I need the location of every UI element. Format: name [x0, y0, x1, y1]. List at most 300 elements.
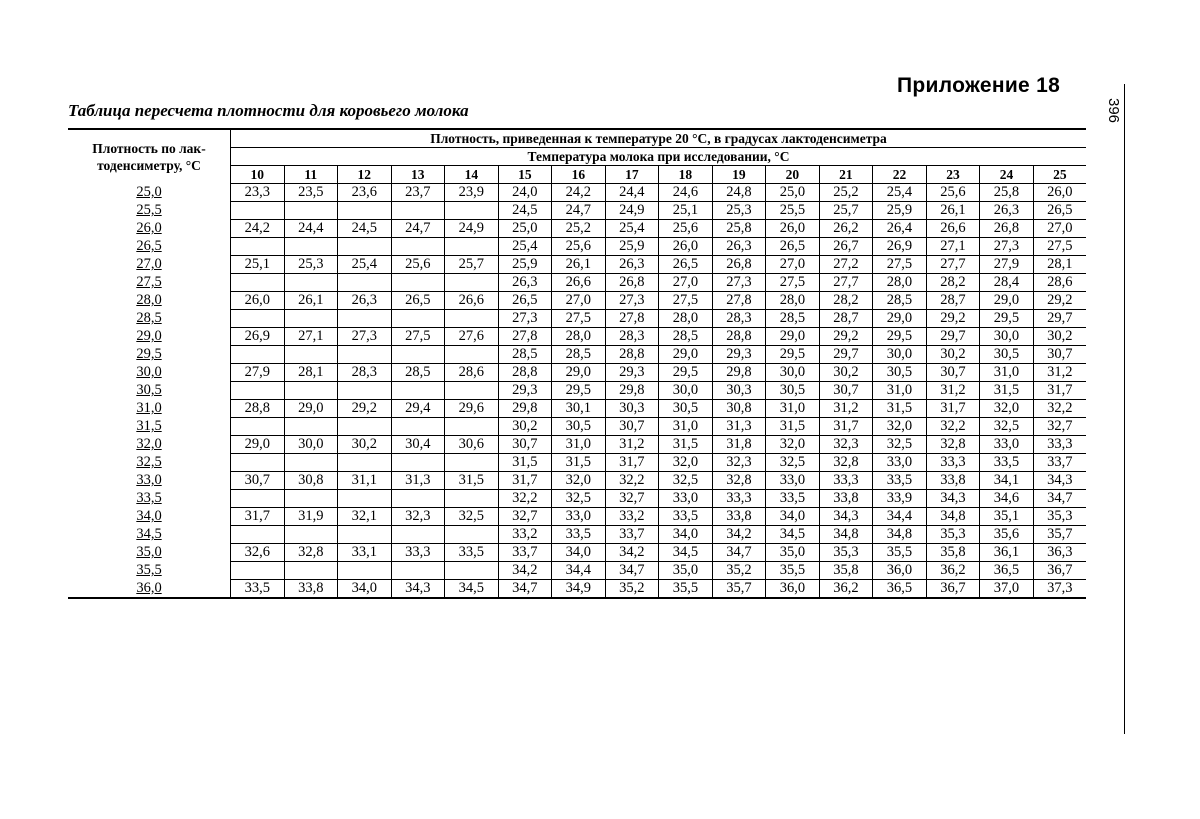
table-cell: 33,3 — [926, 454, 980, 472]
table-cell: 30,0 — [659, 382, 713, 400]
table-cell: 24,2 — [231, 220, 285, 238]
table-cell: 34,3 — [926, 490, 980, 508]
row-label-text: 30,0 — [136, 364, 162, 380]
table-cell: 26,5 — [659, 256, 713, 274]
table-row — [68, 382, 1086, 400]
table-cell: 33,5 — [659, 508, 713, 526]
table-cell — [445, 310, 499, 328]
table-cell: 24,9 — [605, 202, 659, 220]
table-cell: 36,5 — [873, 580, 927, 599]
table-cell: 32,0 — [552, 472, 606, 490]
table-row — [68, 436, 1086, 454]
table-cell — [391, 526, 445, 544]
table-cell: 30,2 — [819, 364, 873, 382]
row-label — [68, 310, 231, 328]
table-cell: 31,0 — [552, 436, 606, 454]
row-label-text: 34,0 — [136, 508, 162, 524]
table-cell — [445, 490, 499, 508]
table-cell: 30,2 — [338, 436, 392, 454]
table-cell — [284, 310, 338, 328]
row-label — [68, 274, 231, 292]
table-cell: 29,5 — [873, 328, 927, 346]
table-cell: 30,2 — [926, 346, 980, 364]
table-cell — [445, 562, 499, 580]
row-label-text: 28,5 — [136, 310, 162, 326]
table-cell: 29,7 — [926, 328, 980, 346]
row-label — [68, 508, 231, 526]
table-cell: 26,5 — [498, 292, 552, 310]
table-cell: 27,0 — [552, 292, 606, 310]
row-label — [68, 292, 231, 310]
table-cell: 32,7 — [498, 508, 552, 526]
table-cell — [284, 202, 338, 220]
table-cell: 27,1 — [926, 238, 980, 256]
temperature-header: 22 — [873, 166, 927, 184]
table-cell — [284, 562, 338, 580]
table-cell: 31,0 — [980, 364, 1034, 382]
table-row — [68, 346, 1086, 364]
table-row — [68, 184, 1086, 202]
table-cell: 33,8 — [819, 490, 873, 508]
table-cell: 30,5 — [873, 364, 927, 382]
table-cell: 24,5 — [498, 202, 552, 220]
table-row — [68, 292, 1086, 310]
table-cell: 36,3 — [1033, 544, 1086, 562]
table-cell — [391, 274, 445, 292]
table-cell: 29,3 — [605, 364, 659, 382]
table-cell — [445, 238, 499, 256]
table-cell: 27,3 — [338, 328, 392, 346]
temperature-header: 13 — [391, 166, 445, 184]
table-cell: 24,6 — [659, 184, 713, 202]
table-cell: 30,7 — [231, 472, 285, 490]
table-row — [68, 364, 1086, 382]
table-cell: 33,0 — [766, 472, 820, 490]
temperature-header: 19 — [712, 166, 766, 184]
table-cell — [338, 310, 392, 328]
table-cell: 31,5 — [873, 400, 927, 418]
table-cell: 34,4 — [552, 562, 606, 580]
table-cell: 31,7 — [819, 418, 873, 436]
table-cell: 25,6 — [552, 238, 606, 256]
table-cell — [445, 526, 499, 544]
temperature-header: 18 — [659, 166, 713, 184]
table-cell: 35,5 — [766, 562, 820, 580]
table-cell: 33,2 — [605, 508, 659, 526]
table-cell — [445, 382, 499, 400]
table-cell: 27,1 — [284, 328, 338, 346]
table-cell — [445, 454, 499, 472]
table-cell: 28,0 — [552, 328, 606, 346]
table-cell: 35,2 — [712, 562, 766, 580]
table-cell: 30,7 — [819, 382, 873, 400]
table-cell: 32,5 — [552, 490, 606, 508]
table-cell: 27,8 — [498, 328, 552, 346]
table-cell — [391, 454, 445, 472]
table-row — [68, 202, 1086, 220]
table-cell: 29,2 — [338, 400, 392, 418]
table-cell: 26,6 — [445, 292, 499, 310]
table-cell — [391, 310, 445, 328]
table-cell: 34,2 — [605, 544, 659, 562]
table-cell: 29,8 — [498, 400, 552, 418]
table-row — [68, 508, 1086, 526]
table-cell: 35,2 — [605, 580, 659, 599]
temperature-header: 25 — [1033, 166, 1086, 184]
row-label — [68, 238, 231, 256]
table-cell: 26,5 — [766, 238, 820, 256]
table-row — [68, 472, 1086, 490]
table-cell — [391, 346, 445, 364]
table-cell: 26,0 — [659, 238, 713, 256]
row-label — [68, 472, 231, 490]
table-cell: 33,3 — [819, 472, 873, 490]
table-row — [68, 220, 1086, 238]
table-cell: 32,8 — [819, 454, 873, 472]
table-cell: 28,0 — [766, 292, 820, 310]
row-label-text: 26,5 — [136, 238, 162, 254]
table-cell: 33,0 — [659, 490, 713, 508]
table-cell: 26,5 — [391, 292, 445, 310]
table-cell — [284, 418, 338, 436]
table-cell: 35,7 — [1033, 526, 1086, 544]
table-cell: 25,1 — [659, 202, 713, 220]
table-cell: 25,4 — [338, 256, 392, 274]
row-label-text: 35,5 — [136, 562, 162, 578]
table-cell: 23,3 — [231, 184, 285, 202]
table-cell: 29,3 — [498, 382, 552, 400]
temperature-header: 16 — [552, 166, 606, 184]
table-row — [68, 580, 1086, 599]
temperature-header: 12 — [338, 166, 392, 184]
table-cell: 23,5 — [284, 184, 338, 202]
temperature-header: 15 — [498, 166, 552, 184]
table-cell: 26,1 — [552, 256, 606, 274]
temperature-header: 14 — [445, 166, 499, 184]
table-cell: 26,9 — [873, 238, 927, 256]
table-cell — [284, 454, 338, 472]
table-cell: 29,2 — [819, 328, 873, 346]
table-cell — [445, 418, 499, 436]
row-label — [68, 526, 231, 544]
table-cell: 32,3 — [391, 508, 445, 526]
table-cell: 24,2 — [552, 184, 606, 202]
table-row — [68, 310, 1086, 328]
table-cell: 25,7 — [819, 202, 873, 220]
table-cell: 24,7 — [391, 220, 445, 238]
table-cell: 33,5 — [873, 472, 927, 490]
table-cell: 33,3 — [1033, 436, 1086, 454]
table-header — [68, 129, 1086, 184]
table-cell: 27,3 — [498, 310, 552, 328]
table-cell: 31,2 — [926, 382, 980, 400]
table-cell: 30,5 — [980, 346, 1034, 364]
table-cell: 26,1 — [284, 292, 338, 310]
table-cell: 31,7 — [498, 472, 552, 490]
row-label — [68, 328, 231, 346]
table-cell: 35,0 — [659, 562, 713, 580]
table-cell: 31,3 — [391, 472, 445, 490]
table-cell — [284, 490, 338, 508]
table-cell — [231, 418, 285, 436]
table-cell: 26,1 — [926, 202, 980, 220]
table-cell: 33,7 — [605, 526, 659, 544]
table-cell: 30,5 — [766, 382, 820, 400]
table-cell: 25,9 — [498, 256, 552, 274]
table-cell: 32,3 — [819, 436, 873, 454]
table-cell: 27,9 — [231, 364, 285, 382]
table-cell: 27,8 — [605, 310, 659, 328]
table-cell: 30,7 — [498, 436, 552, 454]
table-cell: 34,0 — [552, 544, 606, 562]
table-cell: 32,5 — [445, 508, 499, 526]
table-cell: 23,9 — [445, 184, 499, 202]
table-cell: 27,3 — [712, 274, 766, 292]
table-cell — [338, 238, 392, 256]
table-cell: 26,2 — [819, 220, 873, 238]
table-cell: 34,3 — [391, 580, 445, 599]
row-label — [68, 382, 231, 400]
table-cell: 33,5 — [445, 544, 499, 562]
table-cell: 30,7 — [1033, 346, 1086, 364]
row-label — [68, 202, 231, 220]
table-cell: 25,8 — [712, 220, 766, 238]
row-header: Плотность по лак-тоденсиметру, °С — [68, 129, 231, 184]
table-cell: 27,5 — [659, 292, 713, 310]
table-cell: 28,5 — [391, 364, 445, 382]
table-cell — [338, 418, 392, 436]
table-cell: 32,2 — [1033, 400, 1086, 418]
table-row — [68, 418, 1086, 436]
table-cell: 29,0 — [659, 346, 713, 364]
row-label — [68, 580, 231, 599]
table-cell: 35,7 — [712, 580, 766, 599]
table-cell: 32,5 — [980, 418, 1034, 436]
table-cell: 28,2 — [819, 292, 873, 310]
row-label — [68, 346, 231, 364]
table-cell: 23,6 — [338, 184, 392, 202]
table-cell: 31,2 — [1033, 364, 1086, 382]
table-cell: 33,8 — [712, 508, 766, 526]
table-cell — [231, 346, 285, 364]
table-cell: 28,7 — [926, 292, 980, 310]
table-cell: 31,2 — [819, 400, 873, 418]
row-label — [68, 454, 231, 472]
table-cell: 27,5 — [766, 274, 820, 292]
table-cell: 27,5 — [1033, 238, 1086, 256]
table-cell: 25,0 — [498, 220, 552, 238]
table-cell: 29,3 — [712, 346, 766, 364]
table-cell: 25,3 — [284, 256, 338, 274]
table-cell: 29,8 — [605, 382, 659, 400]
table-cell: 31,7 — [1033, 382, 1086, 400]
table-cell: 30,5 — [659, 400, 713, 418]
table-cell: 25,9 — [873, 202, 927, 220]
table-row — [68, 328, 1086, 346]
table-cell: 24,8 — [712, 184, 766, 202]
table-cell: 24,4 — [284, 220, 338, 238]
row-label-text: 29,5 — [136, 346, 162, 362]
table-cell: 27,8 — [712, 292, 766, 310]
row-label-text: 26,0 — [136, 220, 162, 236]
table-cell: 33,8 — [926, 472, 980, 490]
table-row — [68, 526, 1086, 544]
table-cell: 31,7 — [926, 400, 980, 418]
table-cell: 36,2 — [819, 580, 873, 599]
table-cell: 31,7 — [231, 508, 285, 526]
table-cell: 25,5 — [766, 202, 820, 220]
temperature-header: 21 — [819, 166, 873, 184]
table-row — [68, 562, 1086, 580]
table-cell: 35,3 — [1033, 508, 1086, 526]
table-cell: 26,8 — [605, 274, 659, 292]
appendix-title: Приложение 18 — [897, 74, 1061, 97]
table-cell: 31,1 — [338, 472, 392, 490]
table-cell: 33,7 — [498, 544, 552, 562]
table-cell: 29,5 — [552, 382, 606, 400]
table-cell: 32,8 — [926, 436, 980, 454]
table-cell: 34,2 — [712, 526, 766, 544]
table-cell: 36,5 — [980, 562, 1034, 580]
table-cell: 27,2 — [819, 256, 873, 274]
table-cell: 29,0 — [284, 400, 338, 418]
table-cell: 28,5 — [766, 310, 820, 328]
table-cell: 37,3 — [1033, 580, 1086, 599]
table-cell: 28,5 — [498, 346, 552, 364]
temperature-header: 23 — [926, 166, 980, 184]
row-label-text: 33,5 — [136, 490, 162, 506]
table-cell: 35,5 — [873, 544, 927, 562]
table-cell: 25,3 — [712, 202, 766, 220]
table-cell: 29,7 — [819, 346, 873, 364]
table-cell: 27,5 — [873, 256, 927, 274]
table-cell: 26,0 — [766, 220, 820, 238]
table-row — [68, 490, 1086, 508]
table-cell: 34,8 — [926, 508, 980, 526]
table-cell: 29,0 — [552, 364, 606, 382]
table-cell: 29,0 — [980, 292, 1034, 310]
table-cell: 32,5 — [766, 454, 820, 472]
table-cell — [284, 526, 338, 544]
table-cell — [391, 202, 445, 220]
temperature-header: 17 — [605, 166, 659, 184]
table-cell: 34,6 — [980, 490, 1034, 508]
table-cell: 27,9 — [980, 256, 1034, 274]
table-cell: 30,4 — [391, 436, 445, 454]
table-cell: 29,0 — [766, 328, 820, 346]
table-cell: 30,0 — [873, 346, 927, 364]
table-cell: 28,0 — [659, 310, 713, 328]
table-cell: 34,9 — [552, 580, 606, 599]
table-cell: 27,5 — [391, 328, 445, 346]
row-label — [68, 418, 231, 436]
table-cell: 28,4 — [980, 274, 1034, 292]
table-cell: 26,3 — [712, 238, 766, 256]
table-cell: 32,8 — [284, 544, 338, 562]
table-cell: 29,0 — [873, 310, 927, 328]
table-cell: 32,2 — [926, 418, 980, 436]
table-cell: 27,0 — [766, 256, 820, 274]
table-cell: 26,7 — [819, 238, 873, 256]
table-cell: 28,5 — [552, 346, 606, 364]
table-cell: 26,6 — [552, 274, 606, 292]
table-cell: 33,9 — [873, 490, 927, 508]
table-cell: 25,0 — [766, 184, 820, 202]
table-cell: 35,5 — [659, 580, 713, 599]
table-cell: 33,5 — [244, 580, 270, 596]
row-label — [68, 184, 231, 202]
table-cell: 33,5 — [766, 490, 820, 508]
table-cell: 25,8 — [980, 184, 1034, 202]
table-cell — [231, 562, 285, 580]
table-cell: 25,6 — [659, 220, 713, 238]
table-cell: 29,5 — [766, 346, 820, 364]
table-cell: 33,8 — [284, 580, 338, 599]
table-cell: 34,8 — [873, 526, 927, 544]
table-cell: 26,9 — [231, 328, 285, 346]
density-table — [68, 128, 1086, 599]
table-cell: 27,7 — [926, 256, 980, 274]
table-cell: 36,2 — [926, 562, 980, 580]
table-cell: 28,8 — [498, 364, 552, 382]
table-cell: 25,7 — [445, 256, 499, 274]
row-label-text: 34,5 — [136, 526, 162, 542]
table-cell: 25,9 — [605, 238, 659, 256]
table-cell — [391, 418, 445, 436]
table-cell: 30,5 — [552, 418, 606, 436]
table-cell: 28,5 — [873, 292, 927, 310]
table-cell: 26,3 — [980, 202, 1034, 220]
table-cell — [231, 382, 285, 400]
table-cell: 29,5 — [659, 364, 713, 382]
table-cell — [284, 346, 338, 364]
table-cell: 33,2 — [498, 526, 552, 544]
table-caption: Таблица пересчета плотности для коровьего молока — [68, 101, 469, 120]
row-label-text: 31,0 — [136, 400, 162, 416]
table-cell: 31,5 — [659, 436, 713, 454]
table-cell: 30,3 — [712, 382, 766, 400]
table-cell — [284, 382, 338, 400]
table-cell — [231, 274, 285, 292]
table-cell: 33,7 — [1033, 454, 1086, 472]
table-cell: 32,0 — [980, 400, 1034, 418]
table-row — [68, 544, 1086, 562]
table-cell: 33,0 — [980, 436, 1034, 454]
table-cell: 34,3 — [819, 508, 873, 526]
table-cell: 28,3 — [605, 328, 659, 346]
table-cell: 31,2 — [605, 436, 659, 454]
table-cell: 34,5 — [445, 580, 499, 599]
table-cell: 32,0 — [873, 418, 927, 436]
table-cell: 28,3 — [712, 310, 766, 328]
table-cell: 30,0 — [766, 364, 820, 382]
table-cell: 25,6 — [391, 256, 445, 274]
table-cell: 27,6 — [445, 328, 499, 346]
row-label-text: 32,0 — [136, 436, 162, 452]
table-cell: 28,3 — [338, 364, 392, 382]
table-cell: 28,8 — [712, 328, 766, 346]
table-cell: 30,8 — [284, 472, 338, 490]
table-cell: 26,8 — [712, 256, 766, 274]
table-row — [68, 454, 1086, 472]
table-cell: 32,2 — [605, 472, 659, 490]
table-cell: 35,1 — [980, 508, 1034, 526]
table-cell — [391, 562, 445, 580]
table-cell: 33,5 — [980, 454, 1034, 472]
table-cell: 35,8 — [819, 562, 873, 580]
table-cell: 30,6 — [445, 436, 499, 454]
table-cell: 31,7 — [605, 454, 659, 472]
